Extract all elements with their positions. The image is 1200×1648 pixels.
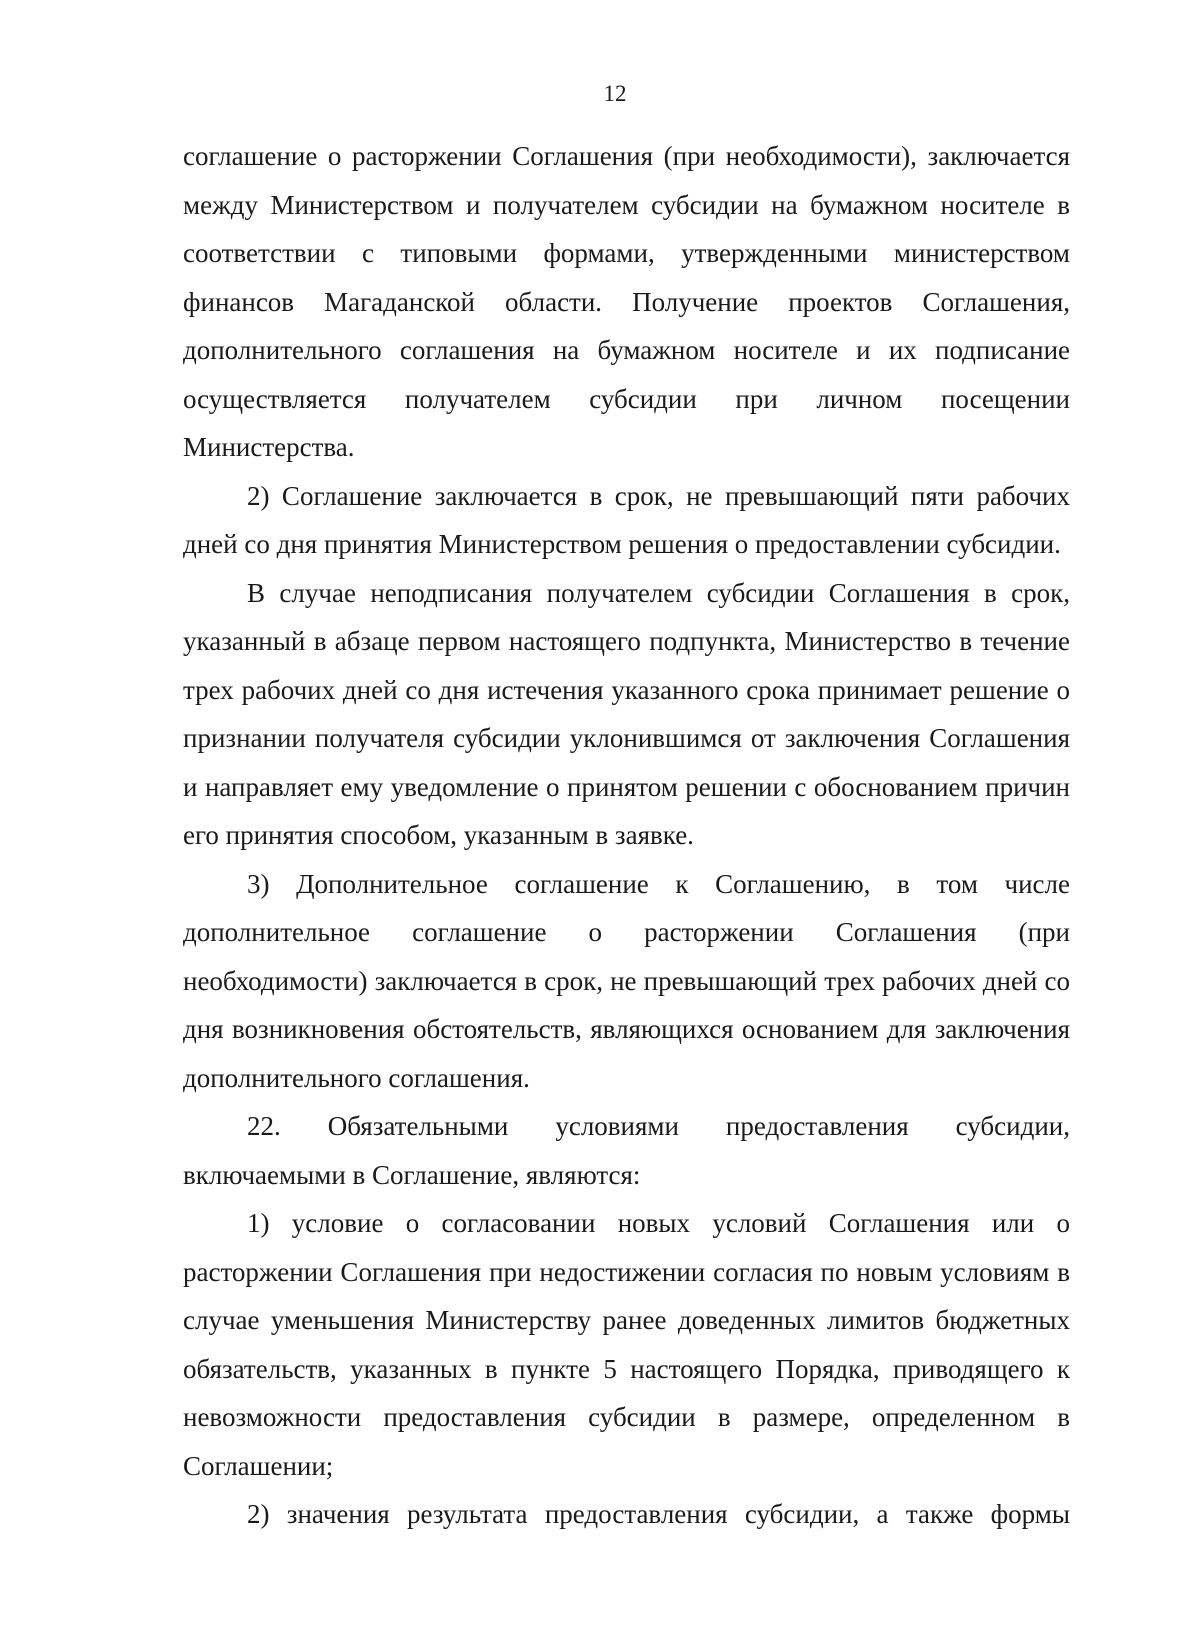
paragraph-non-signing-case: В случае неподписания получателем субсидии Соглашения в срок, указанный в абзаце первом настоящего подпункта, Министерство в течение трех рабочих дней со дня истечения указанного срока принимает решение о признании получателя субсидии уклонившимся от заключения Соглашения и направляет ему уведомление о принятом решении с обоснованием причин его принятия способом, указанным в заявке.: [183, 577, 1070, 850]
paragraph-22-mandatory-conditions: 22. Обязательными условиями предоставления субсидии, включаемыми в Соглашение, являются:: [183, 1111, 1070, 1190]
paragraph-agreement-termination: соглашение о расторжении Соглашения (при необходимости), заключается между Министерством и получателем субсидии на бумажном носителе в соответствии с типовыми формами, утвержденными министерством финансов Магаданской области. Получение проектов Соглашения, дополнительного соглашения на бумажном носителе и их подписание осуществляется получателем субсидии при личном посещении Министерства.: [183, 141, 1070, 462]
paragraph-condition-2: 2) значения результата предоставления субсидии, а также формы: [247, 1499, 1070, 1529]
paragraph-item-3-additional-agreement: 3) Дополнительное соглашение к Соглашению, в том числе дополнительное соглашение о расторжении Соглашения (при необходимости) заключается в срок, не превышающий трех рабочих дней со дня возникновения обстоятельств, являющихся основанием для заключения дополнительного соглашения.: [183, 868, 1070, 1093]
page-number: 12: [603, 81, 627, 106]
paragraph-condition-1: 1) условие о согласовании новых условий Соглашения или о расторжении Соглашения при недостижении согласия по новым условиям в случае уменьшения Министерству ранее доведенных лимитов бюджетных обязательств, указанных в пункте 5 настоящего Порядка, приводящего к невозможности предоставления субсидии в размере, определенном в Соглашении;: [183, 1208, 1070, 1481]
document-body: [183, 132, 1070, 1539]
paragraph-item-2-term: 2) Соглашение заключается в срок, не превышающий пяти рабочих дней со дня принятия Министерством решения о предоставлении субсидии.: [183, 480, 1070, 559]
